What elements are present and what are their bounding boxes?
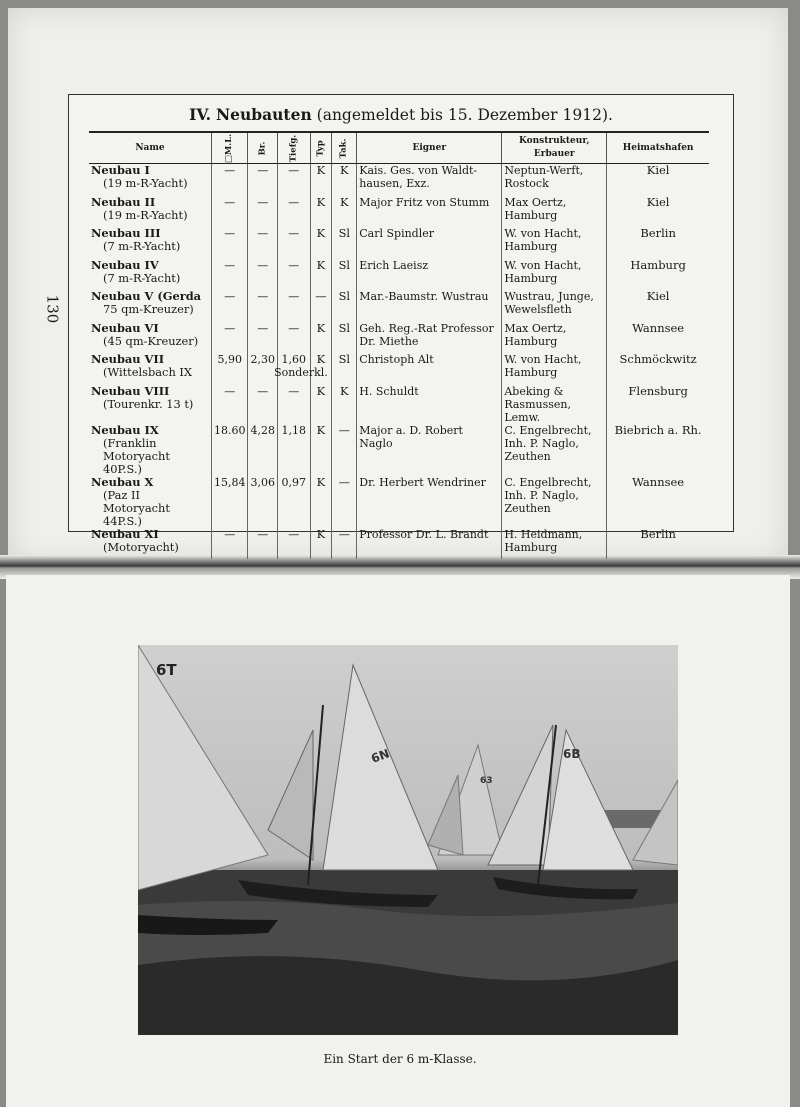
cell-tak: Sl [332,227,357,259]
col-heimatshafen: Heimatshafen [607,132,709,164]
typ-value: K [316,226,326,240]
boat-subtitle: (19 m-R-Yacht) [103,207,188,222]
sail-number-1: 6T [156,661,177,679]
cell-owner: Professor Dr. L. Brandt [357,528,502,560]
table-row [89,196,709,228]
cell-home: Wannsee [607,322,709,354]
cell-owner: Dr. Herbert Wendriner [357,476,502,528]
cell-typ [310,476,332,528]
cell-name [89,476,211,528]
cell-tiefg: 0,97 [277,476,310,528]
col-konstrukteur: Konstrukteur, Erbauer [502,132,607,164]
cell-br: — [248,227,278,259]
cell-builder: H. Heidmann, Hamburg [502,528,607,560]
col-tak: Tak. [332,132,357,164]
cell-name [89,227,211,259]
cell-typ [310,385,332,424]
cell-tak: K [332,196,357,228]
table-row [89,385,709,424]
typ-value: K [316,194,326,209]
col-qm: □M.L. [211,132,248,164]
boat-name: Neubau IV [91,257,159,272]
cell-builder: C. Engelbrecht, Inh. P. Naglo, Zeuthen [502,476,607,528]
cell-typ [310,424,332,476]
cell-typ [310,290,332,322]
cell-tak: Sl [332,353,357,385]
cell-tak: Sl [332,290,357,322]
boat-name: Neubau IX [91,422,159,437]
cell-builder: Max Oertz, Hamburg [502,322,607,354]
boat-name: Neubau VIII [91,383,170,398]
cell-home: Hamburg [607,259,709,291]
table-row [89,227,709,259]
typ-value: K [316,320,326,335]
typ-value: K [316,474,326,489]
cell-typ [310,227,332,259]
col-tiefg: Tiefg. [277,132,310,164]
col-br: Br. [248,132,278,164]
cell-br: — [248,259,278,291]
boat-name: Neubau XI [91,526,159,541]
sail-number-2: 6N [369,746,392,766]
boat-name: Neubau III [91,226,161,240]
cell-tiefg: — [277,227,310,259]
cell-br: — [248,528,278,560]
cell-tak: K [332,385,357,424]
cell-tiefg: — [277,322,310,354]
cell-tak: — [332,528,357,560]
cell-owner: Major Fritz von Stumm [357,196,502,228]
cell-home: Kiel [607,290,709,322]
cell-builder: Max Oertz, Hamburg [502,196,607,228]
cell-qm: 18.60 [211,424,248,476]
photo-caption: Ein Start der 6 m-Klasse. [323,1052,477,1066]
cell-home: Biebrich a. Rh. [607,424,709,476]
cell-owner: Erich Laeisz [357,259,502,291]
boat-name: Neubau II [91,194,156,209]
cell-name [89,528,211,560]
cell-owner: Christoph Alt [357,353,502,385]
cell-br: — [248,290,278,322]
cell-qm: — [211,322,248,354]
boat-subtitle: (Motoryacht) [103,539,179,554]
sailing-photo [138,645,678,1035]
table-row [89,164,709,196]
cell-typ [310,196,332,228]
cell-br: — [248,322,278,354]
typ-value: K [316,526,326,541]
table-row [89,290,709,322]
neubauten-table [89,131,709,559]
boat-subtitle: (45 qm-Kreuzer) [103,333,199,348]
boat-name: Neubau VI [91,320,159,335]
sailboats-illustration [138,645,678,1035]
cell-tak: K [332,164,357,196]
cell-owner: Major a. D. Robert Naglo [357,424,502,476]
cell-name [89,424,211,476]
table-row [89,476,709,528]
cell-br: — [248,164,278,196]
table-frame [68,94,734,554]
boat-subtitle: (7 m-R-Yacht) [103,270,181,285]
cell-br: — [248,385,278,424]
cell-tiefg: 1,60 [277,353,310,385]
cell-builder: W. von Hacht, Hamburg [502,259,607,291]
cell-home: Wannsee [607,476,709,528]
cell-builder: W. von Hacht, Hamburg [502,227,607,259]
cell-qm: — [211,528,248,560]
cell-qm: 15,84 [211,476,248,528]
cell-typ [310,322,332,354]
cell-qm: — [211,290,248,322]
cell-home: Berlin [607,528,709,560]
cell-owner: H. Schuldt [357,385,502,424]
typ-value: K [316,257,326,272]
cell-qm: — [211,227,248,259]
class-note: Sonderkl. [274,366,328,379]
cell-name [89,353,211,385]
cell-owner: Geh. Reg.-Rat Professor Dr. Miethe [357,322,502,354]
cell-tiefg: — [277,385,310,424]
typ-value: K [316,352,326,366]
boat-name: Neubau VII [91,352,165,366]
typ-value: K [316,422,326,437]
boat-subtitle: (Tourenkr. 13 t) [103,396,194,411]
cell-tak: — [332,476,357,528]
page-number: 130 [43,294,62,324]
cell-name [89,385,211,424]
cell-qm: — [211,259,248,291]
table-row [89,528,709,560]
cell-name [89,164,211,196]
header-row [89,132,709,164]
cell-home: Schmöckwitz [607,353,709,385]
cell-builder: Neptun-Werft, Rostock [502,164,607,196]
cell-br: 4,28 [248,424,278,476]
typ-value: K [316,383,326,398]
cell-qm: — [211,385,248,424]
table-title [69,105,733,124]
table-row [89,424,709,476]
cell-builder: Abeking & Rasmussen, Lemw. [502,385,607,424]
cell-tiefg: — [277,196,310,228]
cell-tak: — [332,424,357,476]
table-row [89,259,709,291]
sail-number-4: 63 [480,776,493,786]
cell-qm: 5,90 [211,353,248,385]
cell-tiefg: — [277,528,310,560]
cell-qm: — [211,164,248,196]
boat-name: Neubau V (Gerda [91,289,202,303]
cell-home: Kiel [607,164,709,196]
cell-owner: Mar.-Baumstr. Wustrau [357,290,502,322]
col-eigner: Eigner [357,132,502,164]
boat-name: Neubau I [91,163,150,177]
boat-name: Neubau X [91,474,154,489]
cell-br: 2,30 [248,353,278,385]
title-main: Neubauten [215,105,312,124]
boat-subtitle: (Paz II Motoryacht 44P.S.) [103,487,170,528]
cell-name [89,290,211,322]
cell-home: Flensburg [607,385,709,424]
cell-home: Kiel [607,196,709,228]
col-name: Name [89,132,211,164]
typ-value: K [316,163,326,177]
cell-br: — [248,196,278,228]
cell-owner: Kais. Ges. von Waldt-hausen, Exz. [357,164,502,196]
cell-tak: Sl [332,322,357,354]
cell-tak: Sl [332,259,357,291]
cell-tiefg: — [277,290,310,322]
table-row [89,322,709,354]
cell-name [89,196,211,228]
sail-number-3: 6B [563,747,581,761]
cell-typ [310,259,332,291]
cell-home: Berlin [607,227,709,259]
cell-name [89,322,211,354]
typ-value: — [315,289,327,303]
cell-name [89,259,211,291]
boat-subtitle: (Wittelsbach IX [103,365,193,379]
cell-tiefg: 1,18 [277,424,310,476]
cell-typ [310,164,332,196]
cell-builder: Wustrau, Junge, Wewelsfleth [502,290,607,322]
cell-qm: — [211,196,248,228]
cell-br: 3,06 [248,476,278,528]
boat-subtitle: (19 m-R-Yacht) [103,176,188,190]
cell-builder: C. Engelbrecht, Inh. P. Naglo, Zeuthen [502,424,607,476]
boat-subtitle: (7 m-R-Yacht) [103,239,181,253]
boat-subtitle: 75 qm-Kreuzer) [103,302,194,316]
cell-tiefg: — [277,259,310,291]
cell-owner: Carl Spindler [357,227,502,259]
cell-builder: W. von Hacht, Hamburg [502,353,607,385]
col-typ: Typ [310,132,332,164]
cell-tiefg: — [277,164,310,196]
boat-subtitle: (Franklin Motoryacht 40P.S.) [103,435,170,476]
title-suffix: (angemeldet bis 15. Dezember 1912). [316,106,613,124]
cell-typ [310,528,332,560]
title-prefix: IV. [189,105,212,124]
table-row [89,353,709,385]
